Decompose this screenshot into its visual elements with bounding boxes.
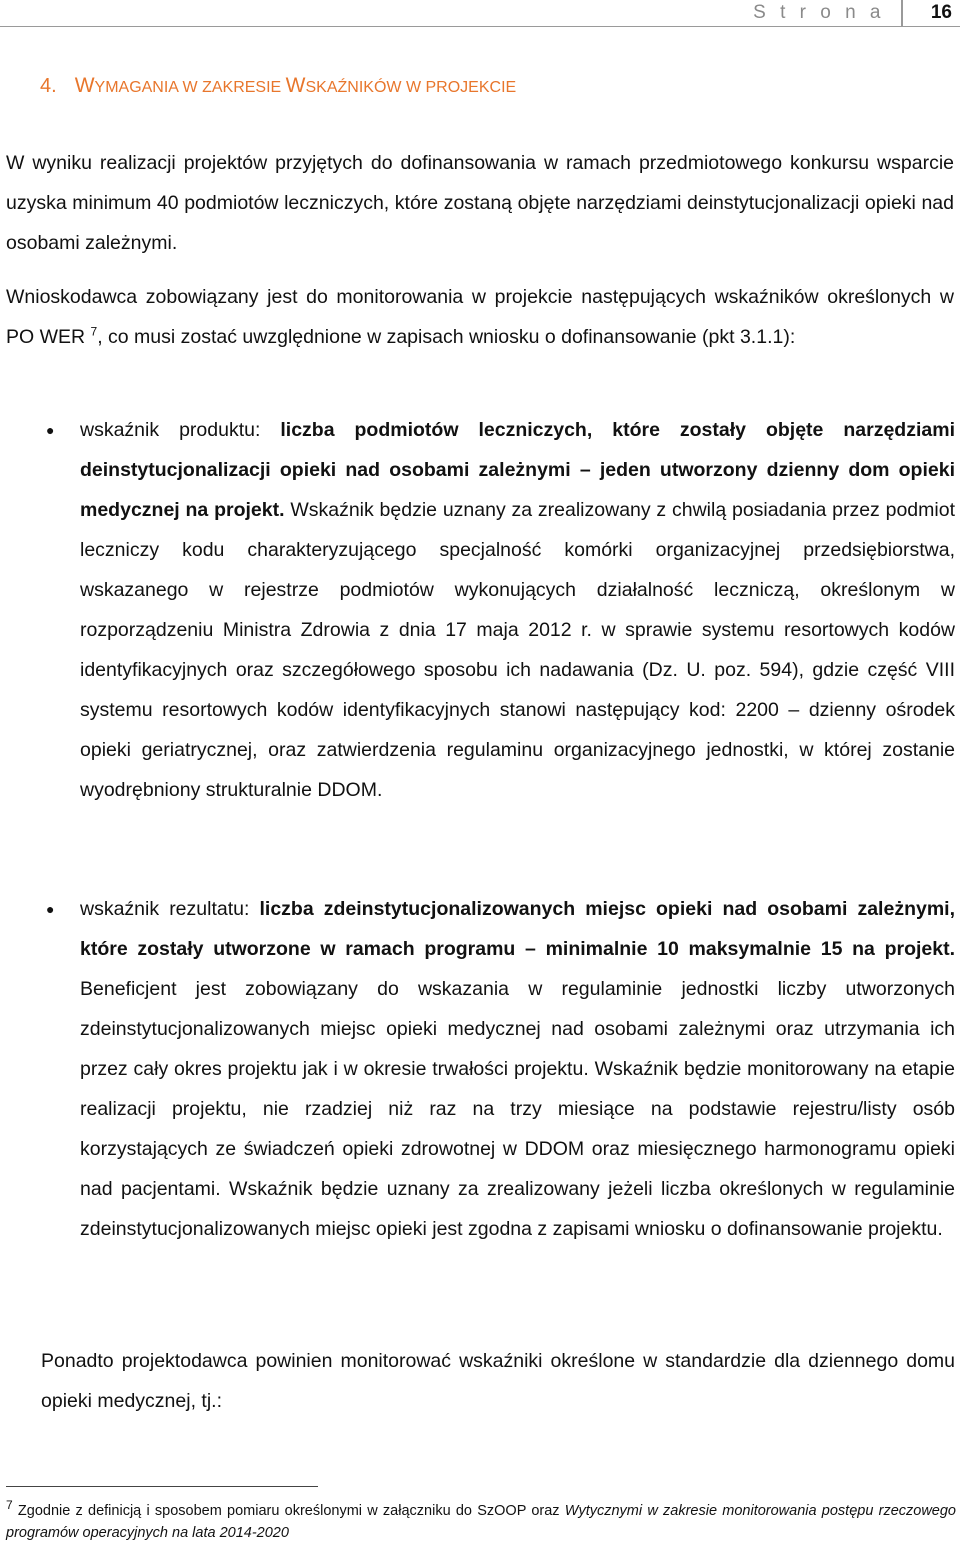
heading-initial-2: W [285, 74, 306, 97]
bullet-icon: ● [46, 901, 55, 917]
footnote-italic: Wytycznymi w zakresie monitorowania postępu rzeczowego programów operacyjnych na lata 2014-2020 [6, 1503, 956, 1541]
bullet-bold: liczba podmiotów leczniczych, które zostały objęte narzędziami deinstytucjonalizacji opieki nad osobami zależnymi – jeden utworzony dzienny dom opieki medycznej na projekt. [80, 419, 955, 521]
list-item-result-indicator [46, 889, 955, 1249]
page-header [0, 0, 960, 27]
footnote-separator [6, 1486, 318, 1487]
footnote [6, 1500, 956, 1544]
bullet-lead: wskaźnik rezultatu: [80, 898, 260, 920]
page-number: 16 [930, 2, 952, 23]
bullet-lead: wskaźnik produktu: [80, 419, 281, 441]
intro-paragraph-2-tail: , co musi zostać uwzględnione w zapisach wniosku o dofinansowanie (pkt 3.1.1): [97, 326, 796, 348]
bullet-bold: liczba zdeinstytucjonalizowanych miejsc opieki nad osobami zależnymi, które zostały utworzone w ramach programu – minimalnie 10 maksymalnie 15 na projekt. [80, 898, 955, 960]
bullet-text: Wskaźnik będzie uznany za zrealizowany z chwilą posiadania przez podmiot leczniczy kodu charakteryzującego specjalność komórki organizacyjnej przedsiębiorstwa, wskazanego w rejestrze podmiotów wykonujących działalność leczniczą, określonym w rozporządzeniu Ministra Zdrowia z dnia 17 maja 2012 r. w sprawie systemu resortowych kodów identyfikacyjnych oraz szczegółowego sposobu ich nadawania (Dz. U. poz. 594), gdzie część VIII systemu resortowych kodów identyfikacyjnych stanowi następujący kod: 2200 – dzienny ośrodek opieki geriatrycznej, oraz zatwierdzenia regulaminu organizacyjnego jednostki, w której zostanie wyodrębniony strukturalnie DDOM. [80, 499, 955, 801]
page-number-divider [901, 0, 903, 26]
intro-paragraph-1: W wyniku realizacji projektów przyjętych do dofinansowania w ramach przedmiotowego konkursu wsparcie uzyska minimum 40 podmiotów leczniczych, które zostaną objęte narzędziami deinstytucjonalizacji opieki nad osobami zależnymi. [6, 152, 954, 254]
heading-text-1: YMAGANIA W ZAKRESIE [94, 79, 286, 96]
closing-paragraph: Ponadto projektodawca powinien monitorować wskaźniki określone w standardzie dla dziennego domu opieki medycznej, tj.: [41, 1350, 955, 1412]
heading-initial: W [74, 74, 95, 97]
footnote-number: 7 [6, 1498, 13, 1513]
footnote-ref[interactable]: 7 [90, 324, 98, 339]
bullet-text: Beneficjent jest zobowiązany do wskazania w regulaminie jednostki liczby utworzonych zdeinstytucjonalizowanych miejsc opieki medycznej nad osobami zależnymi oraz utrzymania ich przez cały okres projektu jak i w okresie trwałości projektu. Wskaźnik będzie monitorowany na etapie realizacji projektu, nie rzadziej niż raz na trzy miesiące na podstawie rejestru/listy osób korzystających ze świadczeń opieki zdrowotnej w DDOM oraz miesięcznego harmonogramu opieki nad pacjentami. Wskaźnik będzie uznany za zrealizowany jeżeli liczba określonych w regulaminie zdeinstytucjonalizowanych miejsc opieki jest zgodna z zapisami wniosku o dofinansowanie projektu. [80, 978, 955, 1240]
section-heading [40, 74, 516, 98]
footnote-text: Zgodnie z definicją i sposobem pomiaru określonymi w załączniku do SzOOP oraz [12, 1503, 565, 1519]
bullet-icon: ● [46, 422, 55, 438]
list-item-product-indicator [46, 410, 955, 810]
intro-paragraph-2-text: Wnioskodawca zobowiązany jest do monitorowania w projekcie następujących wskaźników określonych w PO WER [6, 286, 954, 348]
page-label: S t r o n a [753, 2, 885, 23]
section-number: 4. [40, 75, 57, 97]
heading-text-2: SKAŹNIKÓW W PROJEKCIE [305, 79, 517, 96]
intro-paragraph-2 [6, 277, 954, 357]
